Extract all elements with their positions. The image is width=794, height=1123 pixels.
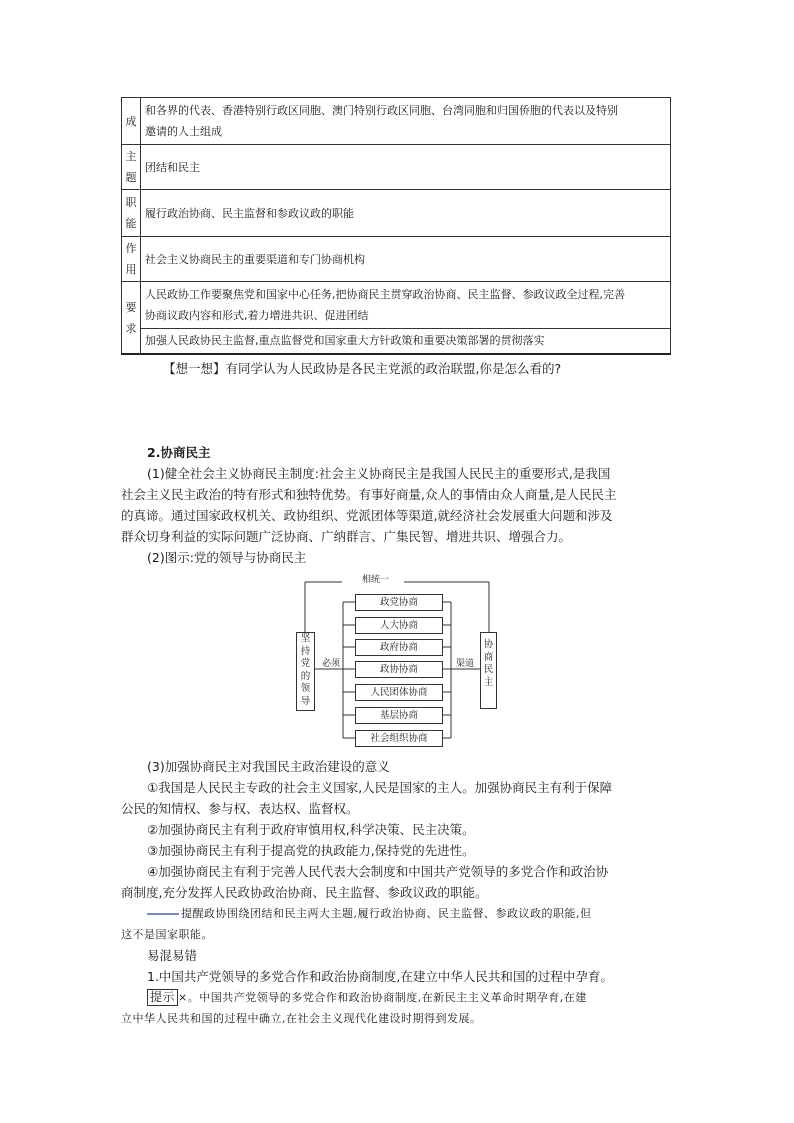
paragraph-line: 群众切身利益的实际问题广泛协商、广纳群言、广集民智、增进共识、增强合力。 [121,529,572,544]
list-item: ②加强协商民主有利于政府审慎用权,科学决策、民主决策。 [147,822,475,837]
hint-label: 提示 [147,989,178,1006]
table-row [122,190,671,237]
consultative-democracy-box: 协 商 民 主 [480,632,497,709]
paragraph-line: (3)加强协商民主对我国民主政治建设的意义 [147,759,390,774]
paragraph-line: (2)图示:党的领导与协商民主 [147,550,307,565]
row-value: 加强人民政协民主监督,重点监督党和国家重大方针政策和重要决策部署的贯彻落实 [141,329,671,355]
list-item: 商制度,充分发挥人民政协政治协商、民主监督、参政议政的职能。 [121,885,488,900]
diagram-box: 政党协商 [355,594,443,611]
row-value: 履行政治协商、民主监督和参政议政的职能 [141,190,671,237]
list-item: 公民的知情权、参与权、表达权、监督权。 [121,801,359,816]
diagram-box: 人大协商 [355,617,443,634]
table-row [122,145,671,190]
section-title: 2.协商民主 [147,445,211,460]
row-key: 成 [122,98,141,145]
think-label: 【想一想】 [163,361,226,376]
think-question [163,358,561,379]
row-key: 主 题 [122,145,141,190]
leadership-diagram [296,570,502,750]
table-row [122,98,671,145]
table-row [122,282,671,329]
confusion-title: 易混易错 [147,948,198,963]
think-text: 有同学认为人民政协是各民主党派的政治联盟,你是怎么看的? [225,361,562,376]
diagram-left-label: 必须 [322,659,341,669]
party-leadership-box: 坚 持 党 的 领 导 [296,632,315,711]
row-key: 职 能 [122,190,141,237]
paragraph-line: 的真谛。通过国家政权机关、政协组织、党派团体等渠道,就经济社会发展重大问题和涉及 [121,508,613,523]
diagram-box: 基层协商 [355,707,443,724]
reminder-line: 这不是国家职能。 [121,928,213,941]
paragraph-line: (1)健全社会主义协商民主制度:社会主义协商民主是我国人民民主的重要形式,是我国 [147,466,611,481]
diagram-box: 人民团体协商 [355,684,443,701]
row-value: 人民政协工作要聚焦党和国家中心任务,把协商民主贯穿政治协商、民主监督、参政议政全过程,完善 协商议政内容和形式,着力增进共识、促进团结 [141,282,671,329]
list-item: ③加强协商民主有利于提高党的执政能力,保持党的先进性。 [147,843,475,858]
reminder-marker [147,913,179,915]
diagram-box: 社会组织协商 [355,730,443,747]
row-value: 社会主义协商民主的重要渠道和专门协商机构 [141,237,671,282]
cppcc-info-table [121,97,671,355]
diagram-box: 政府协商 [355,639,443,656]
row-key: 作 用 [122,237,141,282]
confusion-question: 1.中国共产党领导的多党合作和政治协商制度,在建立中华人民共和国的过程中孕育。 [147,969,613,984]
confusion-answer: 提示 ×。中国共产党领导的多党合作和政治协商制度,在新民主主义革命时期孕育,在建 [147,987,587,1008]
list-item: ④加强协商民主有利于完善人民代表大会制度和中国共产党领导的多党合作和政治协 [147,864,609,879]
diagram-top-label: 相统一 [362,575,390,585]
row-value: 团结和民主 [141,145,671,190]
list-item: ①我国是人民民主专政的社会主义国家,人民是国家的主人。加强协商民主有利于保障 [147,780,613,795]
row-key: 要 求 [122,282,141,355]
row-value: 和各界的代表、香港特别行政区同胞、澳门特别行政区同胞、台湾同胞和归国侨胞的代表以及特别 邀请的人士组成 [141,98,671,145]
table-row [122,237,671,282]
diagram-right-label: 渠道 [456,659,475,669]
table-row [122,329,671,355]
confusion-answer: 立中华人民共和国的过程中确立,在社会主义现代化建设时期得到发展。 [121,1012,482,1025]
paragraph-line: 社会主义民主政治的特有形式和独特优势。有事好商量,众人的事情由众人商量,是人民民主 [121,487,617,502]
reminder-line: 提醒政协围绕团结和民主两大主题,履行政治协商、民主监督、参政议政的职能,但 [147,903,592,924]
diagram-box: 政协协商 [355,661,443,678]
